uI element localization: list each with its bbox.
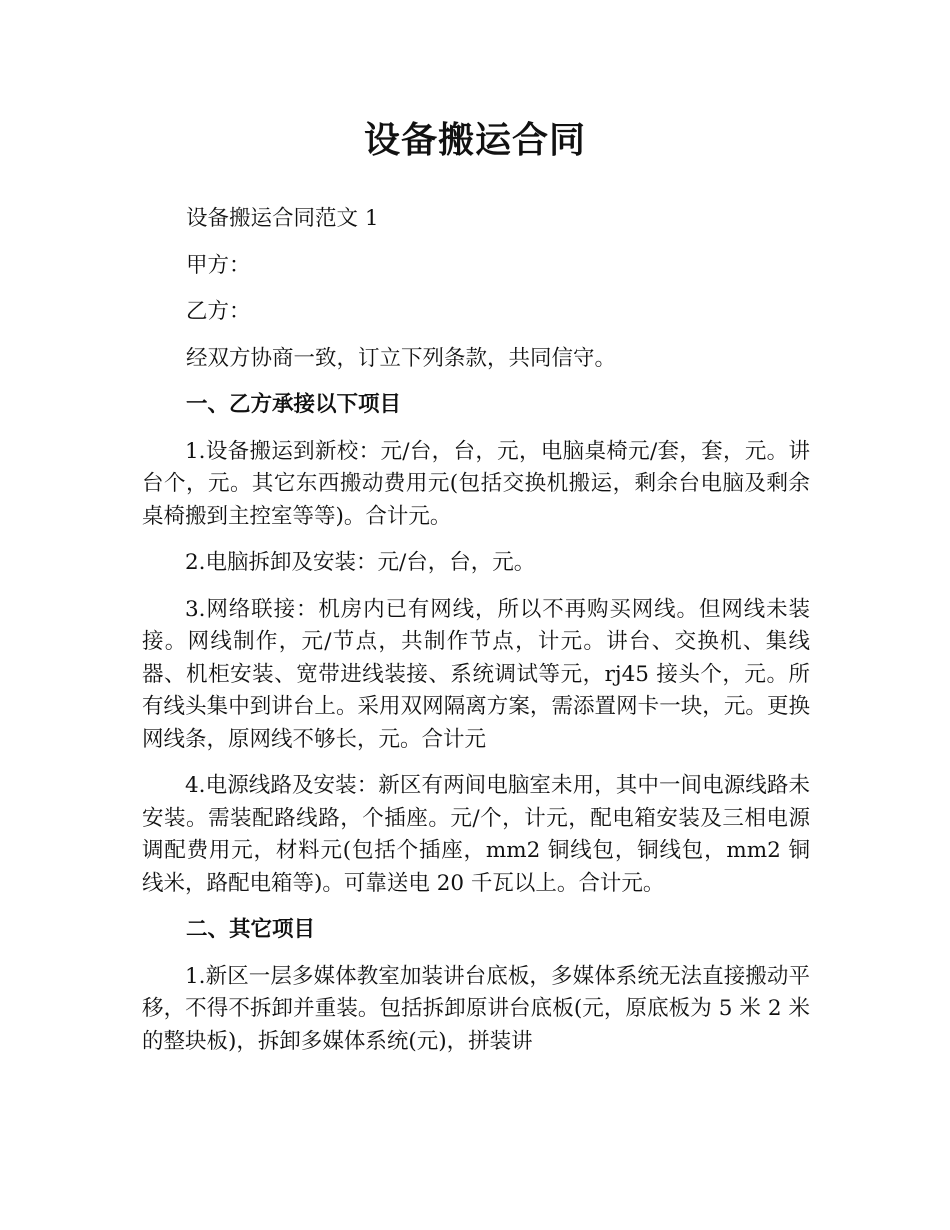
intro-paragraph: 经双方协商一致，订立下列条款，共同信守。 [186, 345, 617, 371]
document-body [142, 203, 810, 1072]
document-title: 设备搬运合同 [363, 120, 586, 161]
section-1-heading: 一、乙方承接以下项目 [186, 392, 402, 417]
section-2-heading: 二、其它项目 [186, 917, 316, 942]
section-1-item-4: 4.电源线路及安装：新区有两间电脑室未用，其中一间电源线路未安装。需装配路线路，个插座。元/个，计元，配电箱安装及三相电源调配费用元，材料元(包括个插座，mm2 铜线包，铜线包，mm2 铜线米，路配电箱等)。可靠送电 20 千瓦以上。合计元。 [142, 773, 810, 896]
section-1-item-3: 3.网络联接：机房内已有网线，所以不再购买网线。但网线未装接。网线制作，元/节点，共制作节点，计元。讲台、交换机、集线器、机柜安装、宽带进线装接、系统调试等元，rj45 接头个，元。所有线头集中到讲台上。采用双网隔离方案，需添置网卡一块，元。更换网线条，原网线不够长，元。合计元 [142, 596, 810, 752]
section-1-item-2: 2.电脑拆卸及安装：元/台，台，元。 [185, 550, 536, 575]
party-b-line: 乙方： [186, 299, 251, 324]
section-1-item-1: 1.设备搬运到新校：元/台，台，元，电脑桌椅元/套，套，元。讲台个，元。其它东西搬动费用元(包括交换机搬运，剩余台电脑及剩余桌椅搬到主控室等等)。合计元。 [142, 438, 810, 529]
party-a-line: 甲方： [186, 252, 251, 278]
section-2-item-1: 1.新区一层多媒体教室加装讲台底板，多媒体系统无法直接搬动平移，不得不拆卸并重装。包括拆卸原讲台底板(元，原底板为 5 米 2 米的整块板)，拆卸多媒体系统(元)，拼装讲 [142, 963, 810, 1054]
document-subtitle: 设备搬运合同范文 1 [186, 206, 379, 231]
